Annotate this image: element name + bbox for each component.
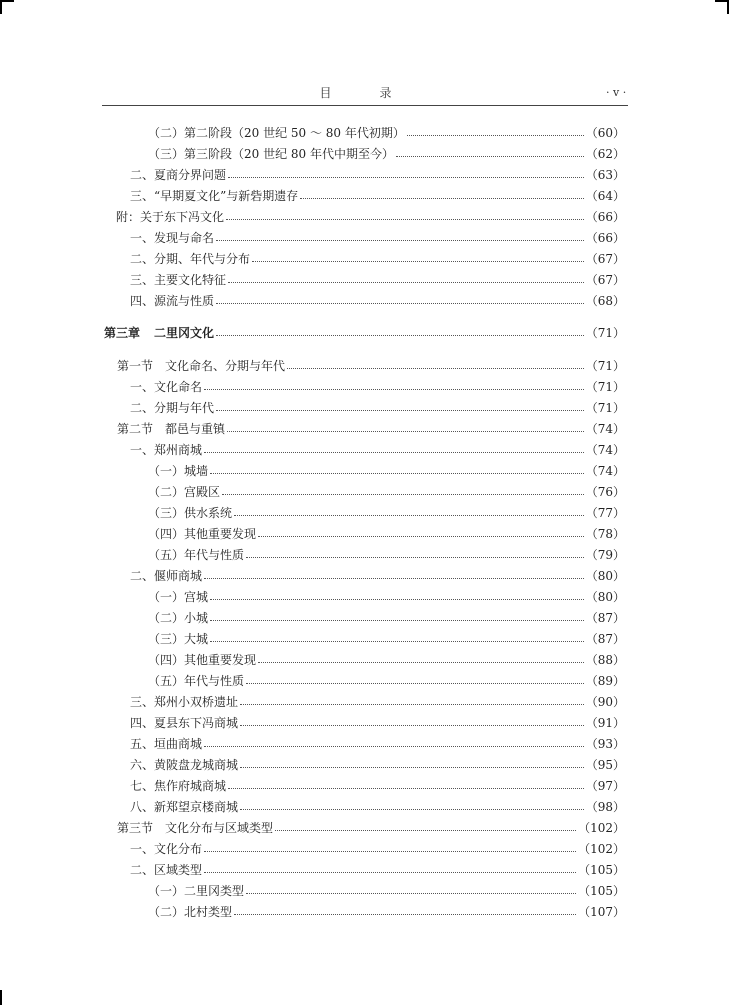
toc-entry-label: 二、区域类型 bbox=[130, 862, 203, 877]
crop-mark-bottom-left-v bbox=[0, 990, 2, 1005]
toc-entry-page: （68） bbox=[585, 293, 625, 308]
toc-entry[interactable] bbox=[130, 712, 625, 732]
leader-dots bbox=[407, 135, 584, 136]
toc-entry[interactable] bbox=[130, 838, 625, 858]
toc-entry-label: 三、“早期夏文化”与新砦期遗存 bbox=[130, 188, 299, 203]
leader-dots bbox=[204, 746, 584, 747]
leader-dots bbox=[287, 368, 584, 369]
toc-entry-page: （88） bbox=[585, 652, 625, 667]
toc-entry[interactable] bbox=[130, 269, 625, 289]
toc-entry-page: （105） bbox=[578, 883, 625, 898]
toc-entry-label: （一）宫城 bbox=[148, 589, 209, 604]
page-number: · v · bbox=[606, 86, 627, 99]
toc-entry-page: （66） bbox=[585, 230, 625, 245]
toc-entry-page: （91） bbox=[585, 715, 625, 730]
toc-entry[interactable] bbox=[148, 586, 625, 606]
leader-dots bbox=[204, 578, 584, 579]
toc-entry-page: （71） bbox=[585, 379, 625, 394]
toc-entry[interactable] bbox=[130, 796, 625, 816]
leader-dots bbox=[228, 788, 584, 789]
toc-entry-page: （64） bbox=[585, 188, 625, 203]
toc-entry-page: （79） bbox=[585, 547, 625, 562]
toc-entry-label: 一、文化命名 bbox=[130, 379, 203, 394]
toc-entry[interactable] bbox=[148, 143, 625, 163]
toc-entry[interactable] bbox=[130, 565, 625, 585]
toc-section-entry[interactable] bbox=[117, 418, 625, 438]
leader-dots bbox=[240, 809, 584, 810]
leader-dots bbox=[210, 620, 584, 621]
toc-entry[interactable] bbox=[130, 733, 625, 753]
toc-entry-page: （74） bbox=[585, 421, 625, 436]
toc-entry-label: 附：关于东下冯文化 bbox=[116, 209, 225, 224]
toc-section-entry[interactable] bbox=[117, 817, 625, 837]
leader-dots bbox=[246, 557, 584, 558]
toc-entry-page: （97） bbox=[585, 778, 625, 793]
leader-dots bbox=[228, 177, 584, 178]
toc-entry[interactable] bbox=[116, 206, 625, 226]
toc-entry-label: 二、分期、年代与分布 bbox=[130, 251, 251, 266]
toc-entry-page: （102） bbox=[578, 820, 625, 835]
leader-dots bbox=[234, 914, 576, 915]
leader-dots bbox=[246, 893, 576, 894]
toc-entry[interactable] bbox=[130, 775, 625, 795]
toc-entry-label: （一）城墙 bbox=[148, 463, 209, 478]
toc-entry[interactable] bbox=[130, 376, 625, 396]
section-title: 文化命名、分期与年代 bbox=[165, 358, 286, 373]
toc-entry-label: 一、文化分布 bbox=[130, 841, 203, 856]
toc-entry-page: （107） bbox=[578, 904, 625, 919]
toc-entry[interactable] bbox=[148, 901, 625, 921]
toc-entry-label: 五、垣曲商城 bbox=[130, 736, 203, 751]
toc-entry-page: （95） bbox=[585, 757, 625, 772]
toc-entry[interactable] bbox=[148, 122, 625, 142]
section-number: 第二节 bbox=[117, 421, 154, 436]
toc-entry[interactable] bbox=[130, 164, 625, 184]
toc-entry-page: （71） bbox=[585, 325, 625, 340]
toc-entry-page: （74） bbox=[585, 463, 625, 478]
toc-entry[interactable] bbox=[148, 880, 625, 900]
toc-entry-page: （63） bbox=[585, 167, 625, 182]
toc-entry-label: 六、黄陂盘龙城商城 bbox=[130, 757, 239, 772]
toc-entry-page: （77） bbox=[585, 505, 625, 520]
section-title: 文化分布与区域类型 bbox=[165, 820, 274, 835]
toc-entry-label: 一、郑州商城 bbox=[130, 442, 203, 457]
toc-entry-page: （87） bbox=[585, 631, 625, 646]
leader-dots bbox=[300, 198, 583, 199]
toc-entry-page: （89） bbox=[585, 673, 625, 688]
section-title: 都邑与重镇 bbox=[165, 421, 226, 436]
toc-entry-page: （66） bbox=[585, 209, 625, 224]
toc-entry[interactable] bbox=[148, 523, 625, 543]
section-number: 第一节 bbox=[117, 358, 154, 373]
leader-dots bbox=[204, 872, 576, 873]
toc-entry-page: （71） bbox=[585, 358, 625, 373]
toc-entry-page: （78） bbox=[585, 526, 625, 541]
toc-entry[interactable] bbox=[130, 859, 625, 879]
toc-entry[interactable] bbox=[130, 691, 625, 711]
toc-entry[interactable] bbox=[130, 227, 625, 247]
toc-entry-page: （87） bbox=[585, 610, 625, 625]
leader-dots bbox=[258, 536, 584, 537]
toc-entry-page: （90） bbox=[585, 694, 625, 709]
toc-entry-label: （五）年代与性质 bbox=[148, 673, 245, 688]
toc-entry[interactable] bbox=[148, 628, 625, 648]
leader-dots bbox=[240, 767, 584, 768]
toc-entry[interactable] bbox=[148, 649, 625, 669]
toc-entry[interactable] bbox=[130, 439, 625, 459]
leader-dots bbox=[227, 431, 584, 432]
leader-dots bbox=[210, 599, 584, 600]
toc-entry[interactable] bbox=[130, 754, 625, 774]
toc-entry-label: （四）其他重要发现 bbox=[148, 652, 257, 667]
toc-entry-page: （76） bbox=[585, 484, 625, 499]
toc-entry-label: （二）宫殿区 bbox=[148, 484, 221, 499]
chapter-title: 二里冈文化 bbox=[154, 325, 215, 340]
toc-entry-label: 一、发现与命名 bbox=[130, 230, 215, 245]
toc-entry[interactable] bbox=[130, 185, 625, 205]
leader-dots bbox=[204, 452, 584, 453]
leader-dots bbox=[222, 494, 584, 495]
leader-dots bbox=[258, 662, 584, 663]
leader-dots bbox=[210, 473, 584, 474]
toc-entry-page: （80） bbox=[585, 568, 625, 583]
toc-entry-page: （74） bbox=[585, 442, 625, 457]
leader-dots bbox=[246, 683, 584, 684]
toc-entry[interactable] bbox=[148, 670, 625, 690]
toc-entry-label: （二）第二阶段（20 世纪 50 ～ 80 年代初期） bbox=[148, 125, 405, 140]
toc-entry-label: 二、偃师商城 bbox=[130, 568, 203, 583]
page-header-title: 目 录 bbox=[319, 86, 410, 100]
toc-entry[interactable] bbox=[148, 544, 625, 564]
toc-entry-page: （102） bbox=[578, 841, 625, 856]
toc-entry-label: （二）北村类型 bbox=[148, 904, 233, 919]
leader-dots bbox=[216, 240, 584, 241]
toc-entry-label: 三、主要文化特征 bbox=[130, 272, 227, 287]
leader-dots bbox=[396, 156, 584, 157]
toc-entry[interactable] bbox=[130, 290, 625, 310]
toc-entry-label: 四、源流与性质 bbox=[130, 293, 215, 308]
toc-entry-label: 三、郑州小双桥遗址 bbox=[130, 694, 239, 709]
toc-entry-label: （三）供水系统 bbox=[148, 505, 233, 520]
toc-entry-page: （80） bbox=[585, 589, 625, 604]
toc-entry-page: （62） bbox=[585, 146, 625, 161]
leader-dots bbox=[204, 851, 576, 852]
section-number: 第三节 bbox=[117, 820, 154, 835]
leader-dots bbox=[204, 389, 584, 390]
toc-entry-page: （98） bbox=[585, 799, 625, 814]
toc-entry-page: （67） bbox=[585, 251, 625, 266]
leader-dots bbox=[210, 641, 584, 642]
leader-dots bbox=[216, 335, 584, 336]
header-rule bbox=[102, 105, 628, 106]
toc-section-entry[interactable] bbox=[117, 355, 625, 375]
chapter-number: 第三章 bbox=[104, 325, 141, 340]
toc-entry-page: （105） bbox=[578, 862, 625, 877]
toc-entry-label: （三）第三阶段（20 世纪 80 年代中期至今） bbox=[148, 146, 394, 161]
toc-entry-label: 四、夏县东下冯商城 bbox=[130, 715, 239, 730]
toc-entry-label: （四）其他重要发现 bbox=[148, 526, 257, 541]
leader-dots bbox=[240, 725, 584, 726]
leader-dots bbox=[234, 515, 584, 516]
leader-dots bbox=[240, 704, 584, 705]
toc-entry[interactable] bbox=[148, 502, 625, 522]
toc-entry-page: （71） bbox=[585, 400, 625, 415]
toc-entry-page: （67） bbox=[585, 272, 625, 287]
crop-mark-top-left-v bbox=[0, 0, 2, 14]
toc-entry[interactable] bbox=[130, 248, 625, 268]
leader-dots bbox=[252, 261, 584, 262]
toc-entry[interactable] bbox=[148, 607, 625, 627]
toc-entry-label: （一）二里冈类型 bbox=[148, 883, 245, 898]
toc-entry-label: 八、新郑望京楼商城 bbox=[130, 799, 239, 814]
toc-entry[interactable] bbox=[148, 481, 625, 501]
toc-entry-page: （60） bbox=[585, 125, 625, 140]
leader-dots bbox=[228, 282, 584, 283]
toc-entry-label: （二）小城 bbox=[148, 610, 209, 625]
toc-entry-page: （93） bbox=[585, 736, 625, 751]
toc-chapter-entry[interactable] bbox=[104, 322, 625, 342]
leader-dots bbox=[216, 303, 584, 304]
toc-entry-label: 二、分期与年代 bbox=[130, 400, 215, 415]
leader-dots bbox=[275, 830, 576, 831]
leader-dots bbox=[226, 219, 584, 220]
toc-entry[interactable] bbox=[148, 460, 625, 480]
toc-entry-label: 七、焦作府城商城 bbox=[130, 778, 227, 793]
crop-mark-top-left-h bbox=[0, 0, 14, 2]
toc-entry-label: 二、夏商分界问题 bbox=[130, 167, 227, 182]
toc-entry[interactable] bbox=[130, 397, 625, 417]
leader-dots bbox=[216, 410, 584, 411]
toc-entry-label: （三）大城 bbox=[148, 631, 209, 646]
toc-entry-label: （五）年代与性质 bbox=[148, 547, 245, 562]
